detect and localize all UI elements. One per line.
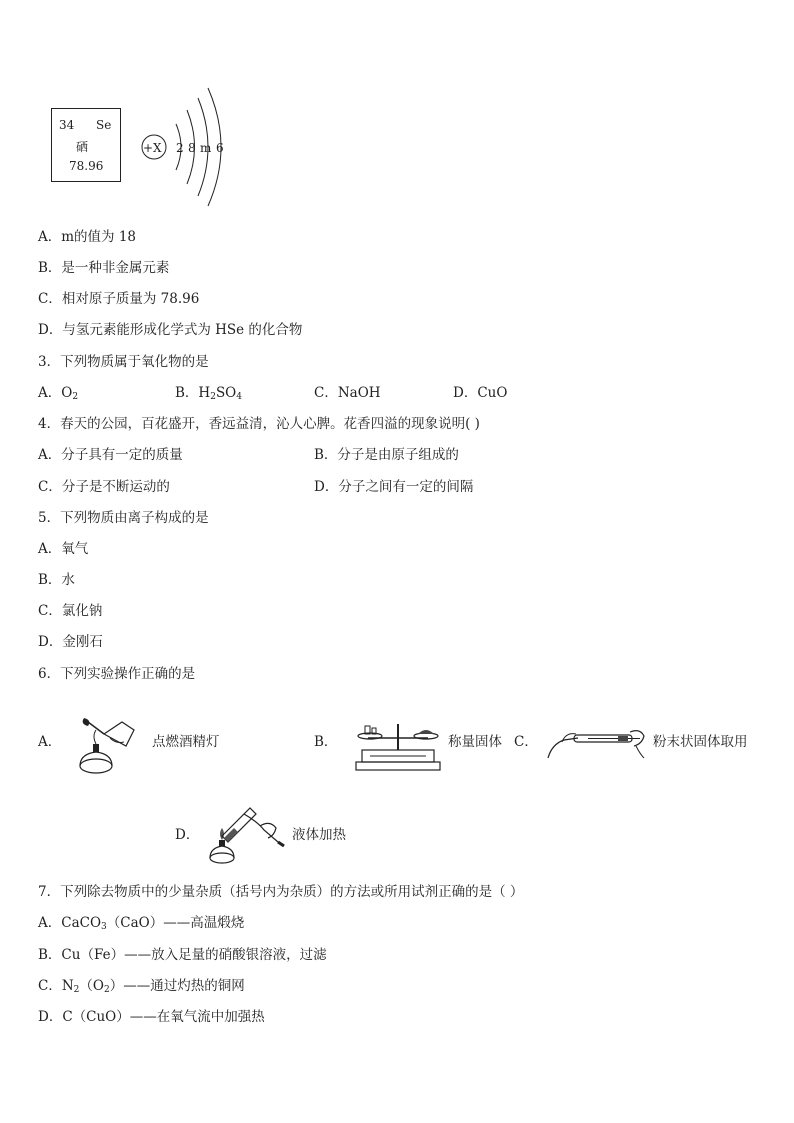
q5-option-b[interactable]: B．水	[38, 572, 75, 588]
element-card	[51, 108, 121, 182]
balance-scale-illustration	[352, 718, 444, 774]
element-symbol: Se	[96, 118, 112, 132]
q7-option-a[interactable]: A．CaCO$_3$（CaO）——高温煅烧	[38, 915, 245, 932]
q2-option-c[interactable]: C．相对原子质量为 78.96	[38, 291, 200, 307]
atomic-mass: 78.96	[69, 159, 104, 173]
q5-option-c[interactable]: C．氯化钠	[38, 603, 103, 619]
nucleus-label: +X	[143, 141, 162, 155]
q3-option-c[interactable]: C．NaOH	[314, 385, 381, 401]
q6-option-b-text: 称量固体	[448, 734, 502, 750]
q4-stem: 4．春天的公园，百花盛开，香远益清，沁人心脾。花香四溢的现象说明( )	[38, 416, 480, 432]
liquid-heating-illustration	[204, 804, 286, 866]
q7-option-c[interactable]: C．$N_2(O_2)——$通过灼热的铜网	[38, 978, 245, 995]
shell-count-3: m	[200, 141, 212, 155]
alcohol-lamp-lighting-illustration	[74, 716, 142, 776]
q6-option-a-text: 点燃酒精灯	[152, 734, 220, 750]
q7-option-b[interactable]: B．Cu（Fe）——放入足量的硝酸银溶液，过滤	[38, 947, 327, 963]
q3-stem: 3．下列物质属于氧化物的是	[38, 354, 209, 370]
q6-option-c-text: 粉末状固体取用	[653, 734, 748, 750]
q6-option-b-letter[interactable]: B．	[314, 734, 338, 750]
q3-option-d[interactable]: D．CuO	[453, 385, 508, 401]
q4-option-c[interactable]: C．分子是不断运动的	[38, 479, 170, 495]
q5-stem: 5．下列物质由离子构成的是	[38, 510, 209, 526]
shell-count-1: 2	[176, 141, 184, 155]
q5-option-d[interactable]: D．金刚石	[38, 634, 103, 650]
q6-stem: 6．下列实验操作正确的是	[38, 666, 196, 682]
shell-count-4: 6	[216, 141, 224, 155]
q2-option-d[interactable]: D．与氢元素能形成化学式为 HSe 的化合物	[38, 322, 303, 338]
q3-option-a[interactable]: A．$O_2$	[38, 385, 79, 402]
q2-option-b[interactable]: B．是一种非金属元素	[38, 260, 170, 276]
q7-stem: 7．下列除去物质中的少量杂质（括号内为杂质）的方法或所用试剂正确的是（ ）	[38, 884, 524, 900]
q5-option-a[interactable]: A．氧气	[38, 541, 89, 557]
element-name: 硒	[76, 140, 89, 154]
q7-option-d[interactable]: D．C（CuO）——在氧气流中加强热	[38, 1009, 265, 1025]
q4-option-d[interactable]: D．分子之间有一定的间隔	[314, 479, 474, 495]
q2-option-a[interactable]: A．m的值为 18	[38, 229, 137, 245]
atomic-number: 34	[59, 118, 75, 132]
q3-option-b[interactable]: B．$H_2SO_4$	[175, 385, 242, 402]
q6-option-c-letter[interactable]: C．	[514, 734, 538, 750]
q6-option-d-text: 液体加热	[292, 827, 346, 843]
q4-option-a[interactable]: A．分子具有一定的质量	[38, 447, 183, 463]
powder-solid-taking-illustration	[544, 722, 648, 762]
shell-count-2: 8	[188, 141, 196, 155]
q6-option-a-letter[interactable]: A．	[38, 734, 62, 750]
q6-option-d-letter[interactable]: D．	[175, 827, 200, 843]
q4-option-b[interactable]: B．分子是由原子组成的	[314, 447, 459, 463]
